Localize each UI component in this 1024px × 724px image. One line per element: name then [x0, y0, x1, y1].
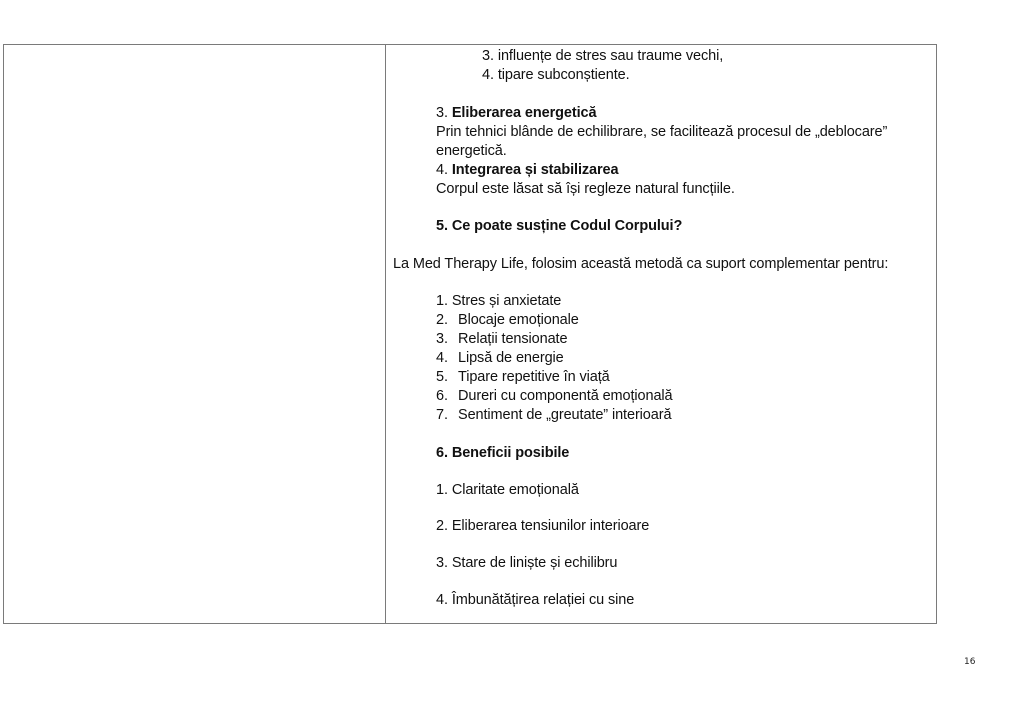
benefit-item: 4. Îmbunătățirea relației cu sine	[436, 592, 635, 608]
benefit-item: 3. Stare de liniște și echilibru	[436, 555, 618, 571]
list-item: 7. Sentiment de „greutate” interioară	[436, 407, 672, 423]
section5-heading: 5. Ce poate susține Codul Corpului?	[436, 218, 683, 234]
step4-heading	[436, 161, 618, 179]
step4-text: Corpul este lăsat să își regleze natural funcțiile.	[436, 181, 735, 197]
list-item: 2. Blocaje emoționale	[436, 312, 579, 328]
page-number: 16	[964, 657, 976, 667]
list-item: 4. Lipsă de energie	[436, 350, 564, 366]
step3-title: Eliberarea energetică	[451, 105, 597, 121]
section6-heading: 6. Beneficii posibile	[436, 445, 570, 461]
sublist-item: 3. influențe de stres sau traume vechi,	[482, 48, 724, 64]
list-item: 1. Stres și anxietate	[436, 293, 562, 309]
section5-intro: La Med Therapy Life, folosim această metodă ca suport complementar pentru:	[393, 256, 889, 272]
step4-number: 4.	[436, 162, 452, 178]
list-item: 5. Tipare repetitive în viață	[436, 369, 610, 385]
benefit-item: 1. Claritate emoțională	[436, 482, 579, 498]
benefit-item: 2. Eliberarea tensiunilor interioare	[436, 518, 650, 534]
sublist-item: 4. tipare subconștiente.	[482, 67, 630, 83]
step4-title: Integrarea și stabilizarea	[451, 162, 619, 178]
step3-number: 3.	[436, 105, 452, 121]
step3-text-line2: energetică.	[436, 143, 507, 159]
content-table	[3, 44, 937, 624]
step3-heading	[436, 104, 596, 122]
list-item: 6. Dureri cu componentă emoțională	[436, 388, 673, 404]
right-cell	[386, 45, 936, 623]
list-item: 3. Relații tensionate	[436, 331, 568, 347]
step3-text-line1: Prin tehnici blânde de echilibrare, se facilitează procesul de „deblocare”	[436, 124, 888, 140]
